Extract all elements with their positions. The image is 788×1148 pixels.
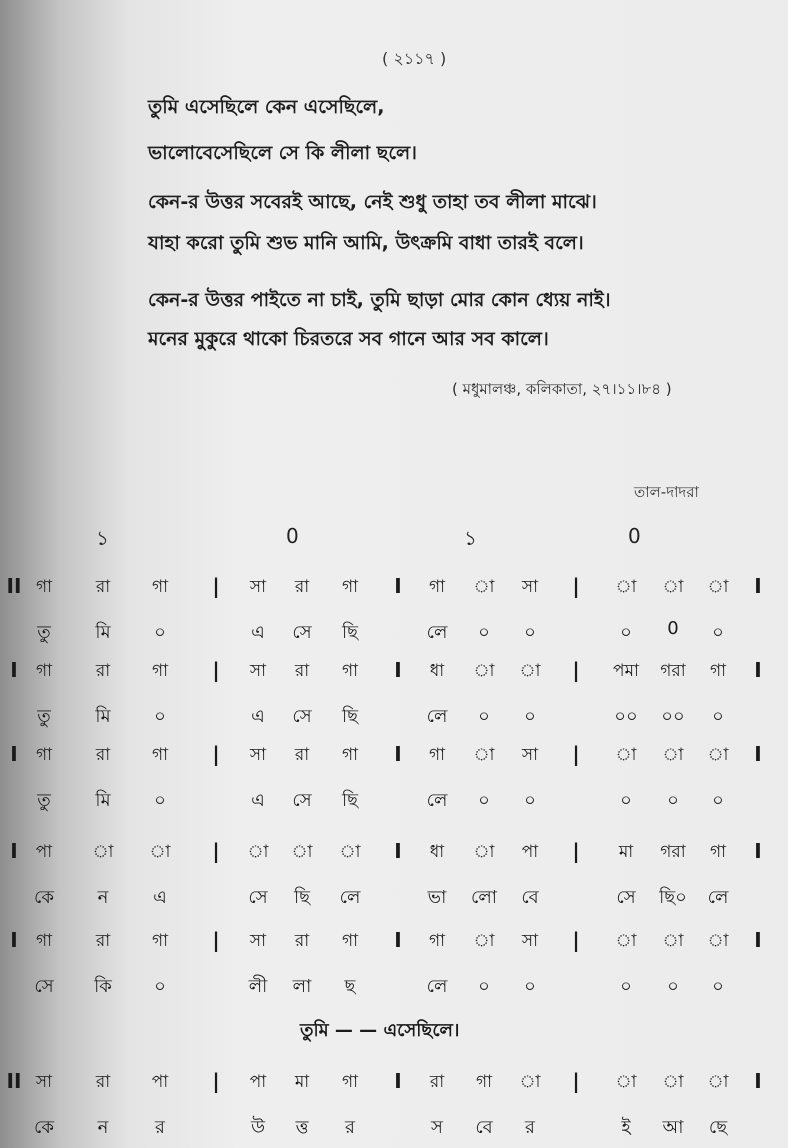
note: গা: [35, 661, 53, 681]
lyric-syllable: সে: [292, 622, 312, 643]
lyric-syllable: সে: [292, 706, 312, 727]
note: া: [473, 745, 495, 765]
note: গা: [428, 745, 446, 765]
note: গা: [341, 1072, 359, 1092]
note: সা: [521, 745, 539, 765]
lyric-syllable: মি: [95, 622, 111, 643]
note: গা: [428, 931, 446, 951]
note: রা: [294, 745, 310, 765]
lyric-syllable: ০: [154, 790, 166, 811]
note: মা: [294, 1072, 310, 1092]
lyric-syllable: ০: [154, 706, 166, 727]
bar-line: |: [572, 839, 580, 863]
bar-line: |: [572, 1069, 580, 1093]
lyric-syllable: ০: [524, 790, 536, 811]
bar-line: |: [572, 658, 580, 682]
lyric-syllable: মি: [95, 790, 111, 811]
note: সা: [521, 931, 539, 951]
lyric-syllable: 0: [667, 618, 679, 639]
lyric-syllable: ছি: [293, 887, 311, 908]
refrain-line: তুমি — — এসেছিলে।: [300, 1020, 460, 1041]
bar-line: I: [394, 574, 402, 598]
note: রা: [294, 661, 310, 681]
notation-row: [0, 574, 788, 606]
page-number: ( ২১১৭ ): [382, 49, 447, 68]
lyric-syllable: লে: [426, 706, 448, 727]
bar-line: I: [754, 1069, 762, 1093]
note: গা: [709, 661, 727, 681]
beat-marker-4: 0: [628, 524, 641, 548]
bar-line: |: [212, 839, 220, 863]
lyric-syllable-row: [0, 618, 788, 650]
lyric-syllable: ছি: [341, 706, 359, 727]
note: া: [473, 842, 495, 862]
note: া: [519, 661, 541, 681]
note: গা: [151, 661, 169, 681]
note: রা: [294, 931, 310, 951]
bar-line: |: [212, 1069, 220, 1093]
note: সা: [35, 1072, 53, 1092]
note: ধা: [429, 842, 445, 862]
note: সা: [521, 577, 539, 597]
note: মা: [618, 842, 634, 862]
bar-line: |: [572, 742, 580, 766]
note: া: [339, 842, 361, 862]
lyric-syllable: ছে: [708, 1117, 728, 1138]
bar-line: I: [10, 658, 18, 682]
lyric-syllable: লে: [707, 887, 729, 908]
lyric-syllable: ০: [154, 976, 166, 997]
bar-line: I: [10, 839, 18, 863]
lyric-syllable-row: [0, 786, 788, 818]
lyric-line-2: ভালোবেসেছিলে সে কি লীলা ছলে।: [148, 142, 417, 164]
note: গা: [35, 745, 53, 765]
bar-line: |: [212, 742, 220, 766]
note: া: [662, 577, 684, 597]
lyric-line-6: মনের মুকুরে থাকো চিরতরে সব গানে আর সব কালে।: [148, 328, 549, 350]
note: গা: [475, 1072, 493, 1092]
lyric-syllable: লে: [426, 622, 448, 643]
lyric-syllable: বে: [521, 887, 539, 908]
lyric-syllable: ছি: [341, 790, 359, 811]
lyric-syllable: ০: [620, 976, 632, 997]
lyric-syllable-row: [0, 883, 788, 915]
lyric-syllable: ছি: [341, 622, 359, 643]
note: া: [707, 1072, 729, 1092]
lyric-syllable: তু: [37, 622, 51, 643]
note: া: [662, 931, 684, 951]
note: পমা: [613, 661, 639, 681]
bar-line: |: [212, 574, 220, 598]
note: পা: [151, 1072, 169, 1092]
bar-line: II: [6, 574, 22, 598]
lyric-syllable: স: [431, 1117, 443, 1138]
lyric-syllable: ০: [712, 622, 724, 643]
lyric-line-1: তুমি এসেছিলে কেন এসেছিলে,: [148, 96, 385, 118]
lyric-syllable-row: [0, 1113, 788, 1145]
note: সা: [249, 745, 267, 765]
lyric-syllable: এ: [251, 706, 265, 727]
taal-label: তাল-দাদরা: [634, 483, 699, 501]
bar-line: I: [754, 658, 762, 682]
note: া: [519, 1072, 541, 1092]
note: রা: [429, 1072, 445, 1092]
bar-line: I: [754, 742, 762, 766]
bar-line: I: [394, 742, 402, 766]
lyric-syllable: লে: [339, 887, 361, 908]
lyric-syllable: ০: [667, 790, 679, 811]
lyric-line-3: কেন-র উত্তর সবেরই আছে, নেই শুধু তাহা তব লীলা মাঝে।: [148, 191, 597, 213]
note: া: [615, 931, 637, 951]
bar-line: II: [6, 1069, 22, 1093]
note: া: [149, 842, 171, 862]
lyric-syllable: ভা: [427, 887, 447, 908]
lyric-syllable: সে: [616, 887, 636, 908]
bar-line: I: [10, 742, 18, 766]
note: পা: [521, 842, 539, 862]
note: সা: [249, 931, 267, 951]
bar-line: I: [754, 928, 762, 952]
note: গরা: [660, 842, 686, 862]
bar-line: I: [394, 839, 402, 863]
lyric-syllable: সে: [248, 887, 268, 908]
note: া: [473, 931, 495, 951]
lyric-syllable: ০: [524, 976, 536, 997]
notation-row: [0, 658, 788, 690]
lyric-syllable: ছ: [344, 976, 356, 997]
note: গা: [35, 577, 53, 597]
note: া: [707, 745, 729, 765]
lyric-syllable: ত্ত: [295, 1117, 309, 1138]
lyric-line-5: কেন-র উত্তর পাইতে না চাই, তুমি ছাড়া মোর কোন ধ্যেয় নাই।: [148, 289, 611, 311]
note: া: [247, 842, 269, 862]
lyric-syllable: ০: [154, 622, 166, 643]
lyric-syllable: র: [345, 1117, 355, 1138]
bar-line: I: [754, 574, 762, 598]
note: সা: [249, 577, 267, 597]
lyric-syllable: লী: [248, 976, 268, 997]
note: গা: [341, 661, 359, 681]
note: গা: [151, 577, 169, 597]
lyric-syllable: র: [525, 1117, 535, 1138]
lyric-syllable: সে: [34, 976, 54, 997]
lyric-syllable: এ: [251, 622, 265, 643]
notation-row: [0, 1069, 788, 1101]
lyric-syllable: কি: [94, 976, 112, 997]
lyric-syllable: ই: [621, 1117, 631, 1138]
lyric-syllable: কে: [34, 1117, 54, 1138]
lyric-syllable: লা: [292, 976, 312, 997]
bar-line: I: [754, 839, 762, 863]
note: া: [707, 577, 729, 597]
notation-row: [0, 839, 788, 871]
lyric-syllable: ন: [97, 1117, 109, 1138]
note: রা: [95, 931, 111, 951]
lyric-syllable: তু: [37, 706, 51, 727]
note: া: [615, 1072, 637, 1092]
lyric-syllable: ০: [712, 790, 724, 811]
note: রা: [294, 577, 310, 597]
beat-marker-1: ১: [96, 526, 109, 550]
lyric-syllable: ০: [667, 976, 679, 997]
note: গা: [341, 931, 359, 951]
note: গা: [151, 931, 169, 951]
lyric-syllable: ০: [712, 706, 724, 727]
lyric-syllable: র: [155, 1117, 165, 1138]
note: া: [615, 745, 637, 765]
bar-line: |: [572, 928, 580, 952]
note: গরা: [660, 661, 686, 681]
bar-line: I: [394, 928, 402, 952]
bar-line: I: [394, 1069, 402, 1093]
lyric-syllable: ০: [620, 622, 632, 643]
note: পা: [249, 1072, 267, 1092]
note: সা: [249, 661, 267, 681]
lyric-line-4: যাহা করো তুমি শুভ মানি আমি, উৎক্রমি বাধা তারই বলে।: [148, 232, 584, 254]
notation-row: [0, 928, 788, 960]
note: রা: [95, 661, 111, 681]
note: া: [707, 931, 729, 951]
note: গা: [341, 745, 359, 765]
lyric-syllable: ০০: [614, 706, 638, 727]
note: গা: [151, 745, 169, 765]
lyric-syllable: ০: [478, 706, 490, 727]
lyric-syllable: ০: [524, 706, 536, 727]
note: গা: [35, 931, 53, 951]
note: া: [662, 745, 684, 765]
lyric-syllable: কে: [34, 887, 54, 908]
note: রা: [95, 1072, 111, 1092]
lyric-syllable: তু: [37, 790, 51, 811]
lyric-syllable: ০: [712, 976, 724, 997]
note: গা: [428, 577, 446, 597]
lyric-syllable: ০: [478, 622, 490, 643]
note: া: [662, 1072, 684, 1092]
lyric-syllable: লো: [471, 887, 497, 908]
lyric-syllable: ০: [524, 622, 536, 643]
lyric-syllable: উ: [250, 1117, 266, 1138]
lyric-syllable: বে: [475, 1117, 493, 1138]
lyric-syllable: এ: [153, 887, 167, 908]
lyric-syllable: আ: [662, 1117, 684, 1138]
note: া: [615, 577, 637, 597]
note: া: [92, 842, 114, 862]
note: া: [473, 577, 495, 597]
lyric-syllable: লে: [426, 976, 448, 997]
note: া: [291, 842, 313, 862]
lyric-syllable: লে: [426, 790, 448, 811]
note: পা: [35, 842, 53, 862]
note: রা: [95, 745, 111, 765]
note: ধা: [429, 661, 445, 681]
source-credit: ( মধুমালঞ্চ, কলিকাতা, ২৭।১১।৮৪ ): [452, 380, 672, 398]
bar-line: |: [212, 928, 220, 952]
note: গা: [709, 842, 727, 862]
lyric-syllable: ০০: [661, 706, 685, 727]
bar-line: |: [212, 658, 220, 682]
lyric-syllable: সে: [292, 790, 312, 811]
beat-marker-3: ১: [464, 526, 477, 550]
lyric-syllable: মি: [95, 706, 111, 727]
lyric-syllable: ০: [478, 790, 490, 811]
notation-row: [0, 742, 788, 774]
lyric-syllable: ০: [620, 790, 632, 811]
beat-marker-2: 0: [286, 524, 299, 548]
lyric-syllable: এ: [251, 790, 265, 811]
note: া: [473, 661, 495, 681]
lyric-syllable: ন: [97, 887, 109, 908]
bar-line: I: [394, 658, 402, 682]
lyric-syllable-row: [0, 702, 788, 734]
lyric-syllable-row: [0, 972, 788, 1004]
note: রা: [95, 577, 111, 597]
lyric-syllable: ০: [478, 976, 490, 997]
bar-line: |: [572, 574, 580, 598]
note: গা: [341, 577, 359, 597]
lyric-syllable: ছি০: [659, 887, 687, 908]
bar-line: I: [10, 928, 18, 952]
